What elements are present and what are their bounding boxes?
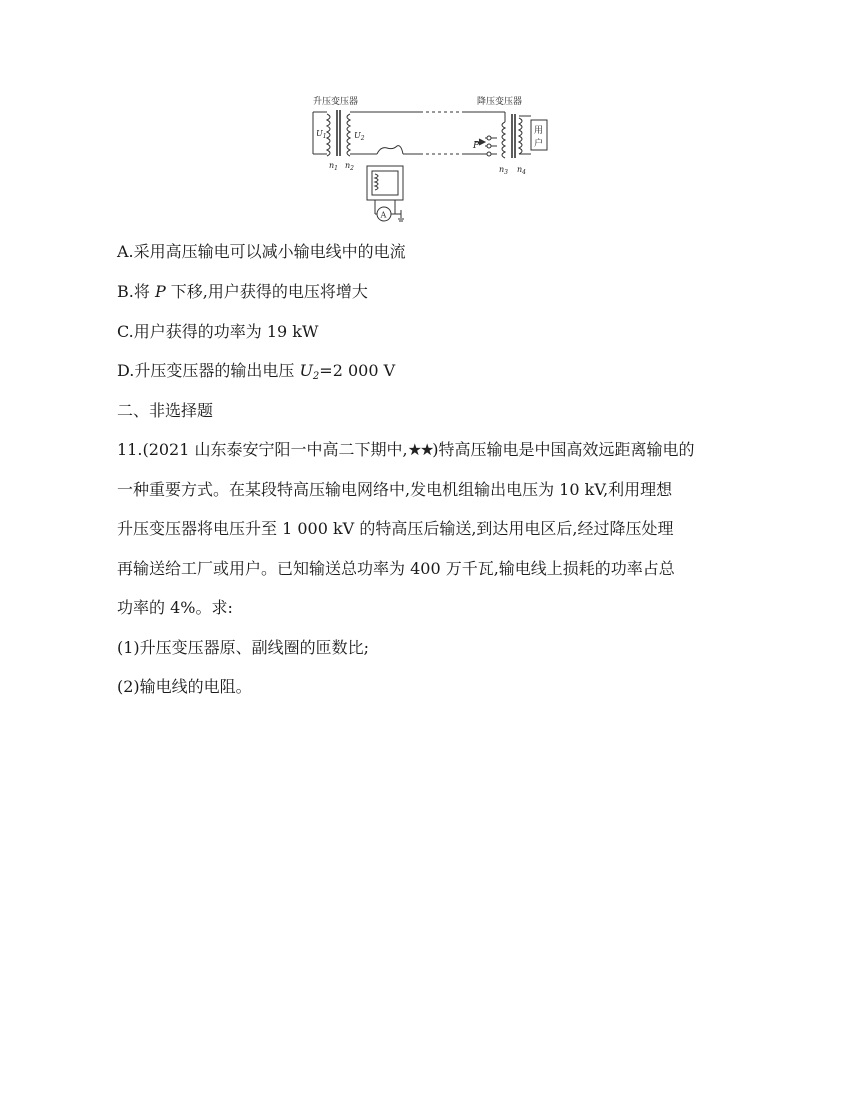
step-up-transformer-label: 升压变压器 [313, 97, 359, 107]
u2-label: $U_2$ [354, 131, 365, 142]
user-label-2: 户 [534, 139, 544, 149]
option-b: B.将 P 下移,用户获得的电压将增大 [117, 282, 368, 301]
u1-label: $U_1$ [316, 129, 327, 140]
tap-p-label: P [473, 141, 480, 151]
sub-question-1: (1)升压变压器原、副线圈的匝数比; [117, 638, 370, 657]
option-d-variable: U [299, 361, 313, 380]
difficulty-stars-icon: ★★ [407, 440, 433, 459]
n2-label: $n_2$ [345, 161, 354, 172]
user-label-1: 用 [534, 126, 544, 136]
option-d: D.升压变压器的输出电压 $U_2=2$ 000 V [117, 361, 396, 382]
circuit-svg [305, 92, 555, 230]
question-line-1: 11.(2021 山东泰安宁阳一中高二下期中,★★)特高压输电是中国高效远距离输电的 [117, 440, 695, 459]
question-line-5: 功率的 4%。求: [117, 598, 233, 617]
step-down-transformer-label: 降压变压器 [477, 97, 523, 107]
question-line-2: 一种重要方式。在某段特高压输电网络中,发电机组输出电压为 10 kV,利用理想 [117, 480, 673, 499]
question-line-3: 升压变压器将电压升至 1 000 kV 的特高压后输送,到达用电区后,经过降压处理 [117, 519, 674, 538]
option-a: A.采用高压输电可以减小输电线中的电流 [117, 242, 406, 261]
sub-question-2: (2)输电线的电阻。 [117, 677, 252, 696]
n3-label: $n_3$ [499, 165, 508, 176]
question-line-4: 再输送给工厂或用户。已知输送总功率为 400 万千瓦,输电线上损耗的功率占总 [117, 559, 675, 578]
section-title: 二、非选择题 [117, 401, 214, 420]
n4-label: $n_4$ [517, 165, 526, 176]
option-c: C.用户获得的功率为 19 kW [117, 322, 319, 341]
ammeter-label: A [380, 210, 387, 220]
n1-label: $n_1$ [329, 161, 338, 172]
transmission-circuit-diagram [305, 92, 555, 230]
option-b-variable: P [154, 282, 166, 301]
